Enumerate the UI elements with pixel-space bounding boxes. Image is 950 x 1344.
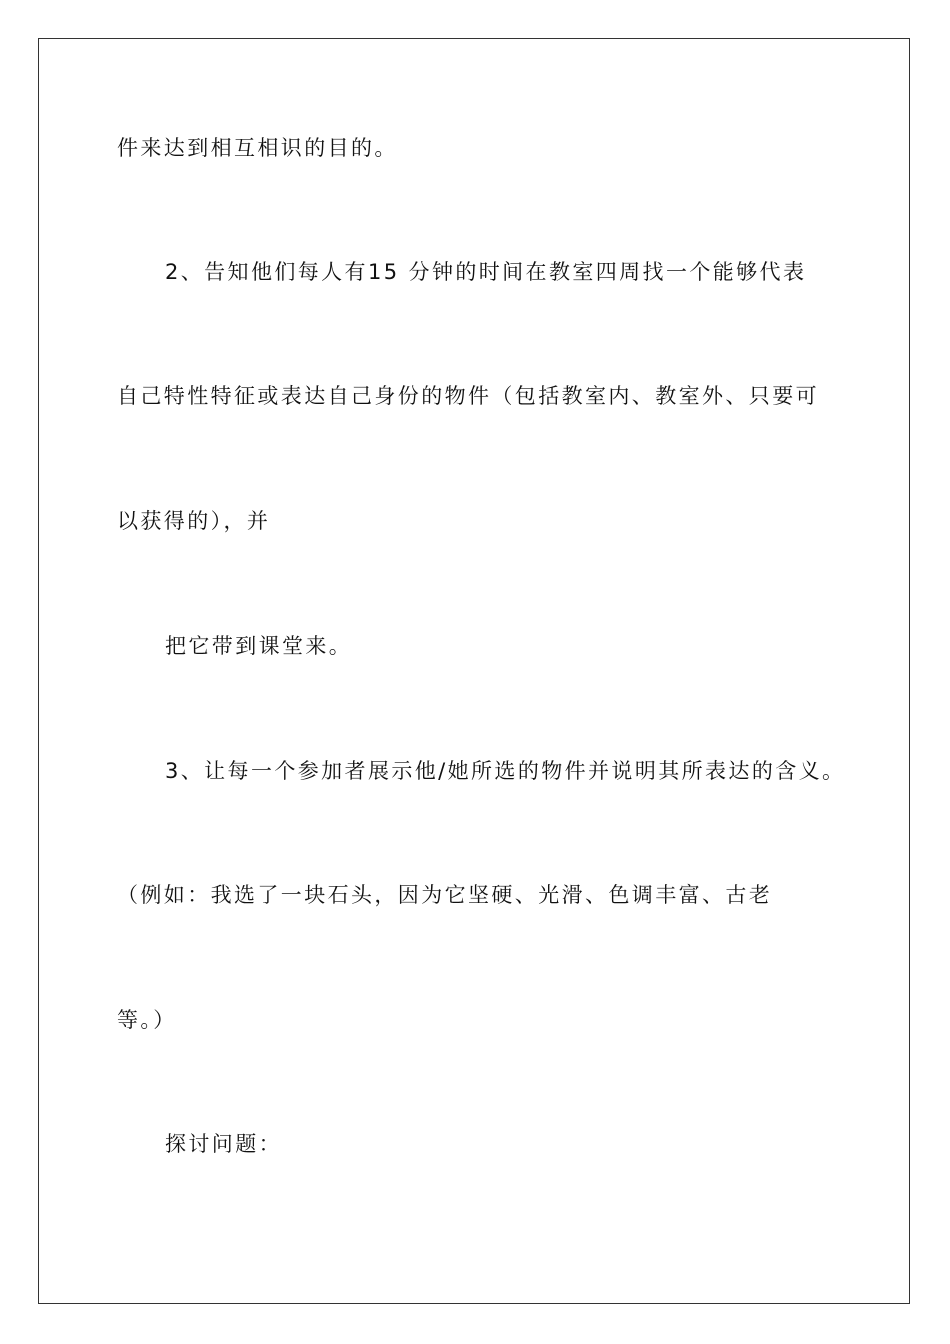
text-line: 3、让每一个参加者展示他/她所选的物件并说明其所表达的含义。	[165, 759, 846, 783]
text-line: 件来达到相互相识的目的。	[117, 136, 398, 160]
text-line: 以获得的），并	[117, 509, 271, 533]
page-border	[38, 38, 910, 1304]
text-line: （例如：我选了一块石头，因为它坚硬、光滑、色调丰富、古老	[117, 883, 773, 907]
text-line: 等。）	[117, 1008, 177, 1032]
text-line: 自己特性特征或表达自己身份的物件（包括教室内、教室外、只要可	[117, 384, 819, 408]
section-heading: 探讨问题：	[165, 1132, 282, 1156]
text-line: 把它带到课堂来。	[165, 634, 353, 658]
text-line: 2、告知他们每人有15 分钟的时间在教室四周找一个能够代表	[165, 260, 807, 284]
